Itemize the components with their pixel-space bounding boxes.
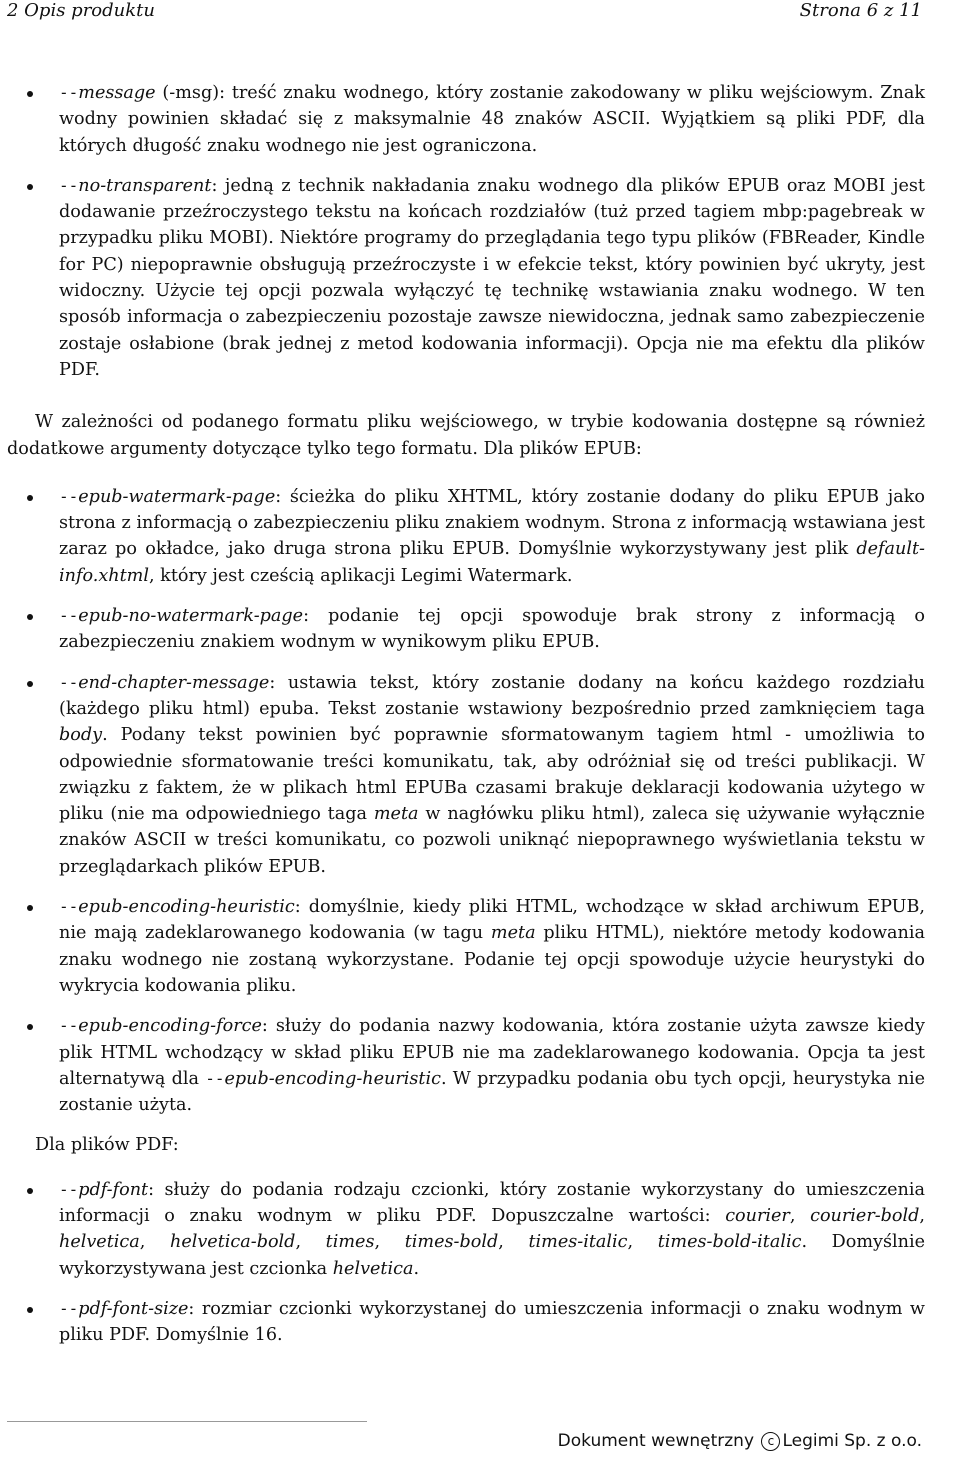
list-item-epub-no-watermark-page — [7, 603, 925, 656]
footer-divider — [7, 1421, 367, 1422]
pdf-intro-paragraph: Dla plików PDF: — [35, 1135, 179, 1156]
font-value: helvetica-bold — [169, 1232, 296, 1253]
option-name: --end-chapter-message — [59, 672, 270, 693]
option-description: : ustawia tekst, który zostanie dodany na końcu każdego rozdziału (każdego pliku html) epuba. Tekst zostanie wstawiony bezpośrednio przed zamknięciem taga — [59, 672, 925, 719]
copyright-icon: c — [761, 1432, 780, 1451]
list-item-pdf-font-size — [7, 1296, 925, 1349]
list-item-end-chapter-message — [7, 670, 925, 880]
option-name: --pdf-font — [59, 1179, 149, 1200]
option-description-end: . W przypadku podania obu tych opcji, heurystyka nie zostanie użyta. — [59, 1068, 926, 1116]
page-header — [7, 0, 922, 24]
option-description: : służy do podania rodzaju czcionki, który zostanie wykorzystany do umieszczenia informacji o znaku wodnym w pliku PDF. Dopuszczalne wartości: — [59, 1179, 925, 1226]
option-description-end: . — [413, 1258, 420, 1279]
option-name: --epub-no-watermark-page — [59, 606, 304, 627]
option-description: : jedną z technik nakładania znaku wodnego dla plików EPUB oraz MOBI jest dodawanie przeźroczystego tekstu na końcach rozdziałów (tuż przed tagiem mbp:pagebreak w przypadku pliku MOBI). Niektóre programy do przeglądania tego typu plików (FBReader, Kindle for PC) niepoprawnie obsługują przeźroczyste i w efekcie tekst, który powinien być ukryty, jest widoczny. Użycie tej opcji pozwala wyłączyć tę technikę wstawiania znaku wodnego. W ten sposób informacja o zabezpieczeniu pozostaje zawsze niewidoczna, jednak samo zabezpieczenie zostaje osłabione (brak jednej z metod kodowania informacji). Opcja nie ma efektu dla plików PDF. — [59, 175, 925, 380]
option-description-cont: . Domyślnie wykorzystywana jest czcionka — [59, 1232, 926, 1279]
option-description: : ścieżka do pliku XHTML, który zostanie dodany do pliku EPUB jako strona z informacją o zabezpieczeniu pliku znakiem wodnym. Strona z informacją wstawiana jest zaraz po okładce, jako druga strona pliku EPUB. Domyślnie wykorzystywany jest plik — [59, 486, 925, 560]
option-name: --no-transparent — [59, 175, 212, 196]
option-name: --epub-encoding-heuristic — [59, 897, 295, 918]
section-title: 2 Opis produktu — [7, 0, 155, 21]
option-description: : domyślnie, kiedy pliki HTML, wchodzące w skład archiwum EPUB, nie mają zadeklarowanego kodowania (w tagu — [59, 897, 925, 944]
tag-name: meta — [373, 804, 419, 825]
footer-company: Legimi Sp. z o.o. — [782, 1431, 922, 1451]
page-number: Strona 6 z 11 — [799, 0, 922, 21]
page-footer — [558, 1430, 922, 1452]
epub-intro-paragraph: W zależności od podanego formatu pliku wejściowego, w trybie kodowania dostępne są również dodatkowe argumenty dotyczące tylko tego formatu. Dla plików EPUB: — [7, 412, 925, 459]
option-reference: --epub-encoding-heuristic — [205, 1068, 441, 1089]
option-name: --epub-encoding-force — [59, 1016, 262, 1037]
font-value: times-bold — [404, 1232, 499, 1253]
list-item-epub-encoding-heuristic — [7, 894, 925, 999]
option-description: (-msg): treść znaku wodnego, który zostanie zakodowany w pliku wejściowym. Znak wodny powinien składać się z maksymalnie 48 znaków ASCII. Wyjątkiem są pliki PDF, dla których długość znaku wodnego nie jest ograniczona. — [59, 83, 925, 156]
font-value: times — [325, 1232, 375, 1253]
list-item-epub-watermark-page — [7, 484, 925, 589]
font-value: courier-bold — [810, 1205, 920, 1226]
font-value: times-italic — [528, 1232, 628, 1253]
list-item-pdf-font: --pdf-font: służy do podania rodzaju czcionki, który zostanie wykorzystany do umieszczenia informacji o znaku wodnym w pliku PDF. Dopuszczalne wartości: courier, courier-bold, helvetica, helvetica-bold, times, times-bold, times-italic, times-bold-italic. Domyślnie wykorzystywana jest czcionka helvetica. — [7, 1177, 925, 1282]
list-item-epub-encoding-force — [7, 1013, 925, 1118]
list-item-message — [7, 80, 925, 159]
option-description-end: w nagłówku pliku html), zaleca się używanie wyłącznie znaków ASCII w treści komunikatu, co pozwoli uniknąć niepoprawnego wyświetlania tekstu w przeglądarkach plików EPUB. — [59, 804, 926, 877]
option-description: : rozmiar czcionki wykorzystanej do umieszczenia informacji o znaku wodnym w pliku PDF. Domyślnie 16. — [59, 1298, 925, 1346]
list-item-no-transparent — [7, 173, 925, 383]
option-name: --pdf-font-size — [59, 1298, 189, 1319]
font-value: times-bold-italic — [657, 1232, 802, 1253]
option-description: : służy do podania nazwy kodowania, która zostanie użyta zawsze kiedy plik HTML wchodzący w skład pliku EPUB nie ma zadeklarowanego kodowania. Opcja ta jest alternatywą dla — [59, 1016, 925, 1089]
option-description-end: pliku HTML), niektóre metody kodowania znaku wodnego nie zostaną wykorzystane. Podanie tej opcji spowoduje użycie heurystyki do wykrycia kodowania pliku. — [59, 923, 925, 996]
option-description: : podanie tej opcji spowoduje brak strony z informacją o zabezpieczeniu znakiem wodnym w wynikowym pliku EPUB. — [59, 606, 925, 653]
font-value: courier — [725, 1205, 790, 1226]
option-name: --message — [59, 83, 156, 103]
option-description-cont: . Podany tekst powinien być poprawnie sformatowanym tagiem html - umożliwia to odpowiednie sformatowanie treści komunikatu, tak, aby odróżniał się od treści publikacji. W związku z faktem, że w plikach html EPUBa czasami brakuje deklaracji kodowania użytego w pliku (nie ma odpowiedniego taga — [59, 725, 925, 825]
document-body — [7, 80, 925, 1362]
option-description-end: , który jest cześcią aplikacji Legimi Watermark. — [148, 565, 573, 586]
tag-name: meta — [490, 923, 536, 944]
footer-doc-label: Dokument wewnętrzny — [557, 1431, 755, 1451]
default-font: helvetica — [332, 1258, 414, 1279]
tag-name: body — [59, 725, 103, 746]
font-value: helvetica — [59, 1232, 140, 1253]
option-name: --epub-watermark-page — [59, 486, 276, 507]
file-name: default-info.xhtml — [59, 539, 925, 586]
